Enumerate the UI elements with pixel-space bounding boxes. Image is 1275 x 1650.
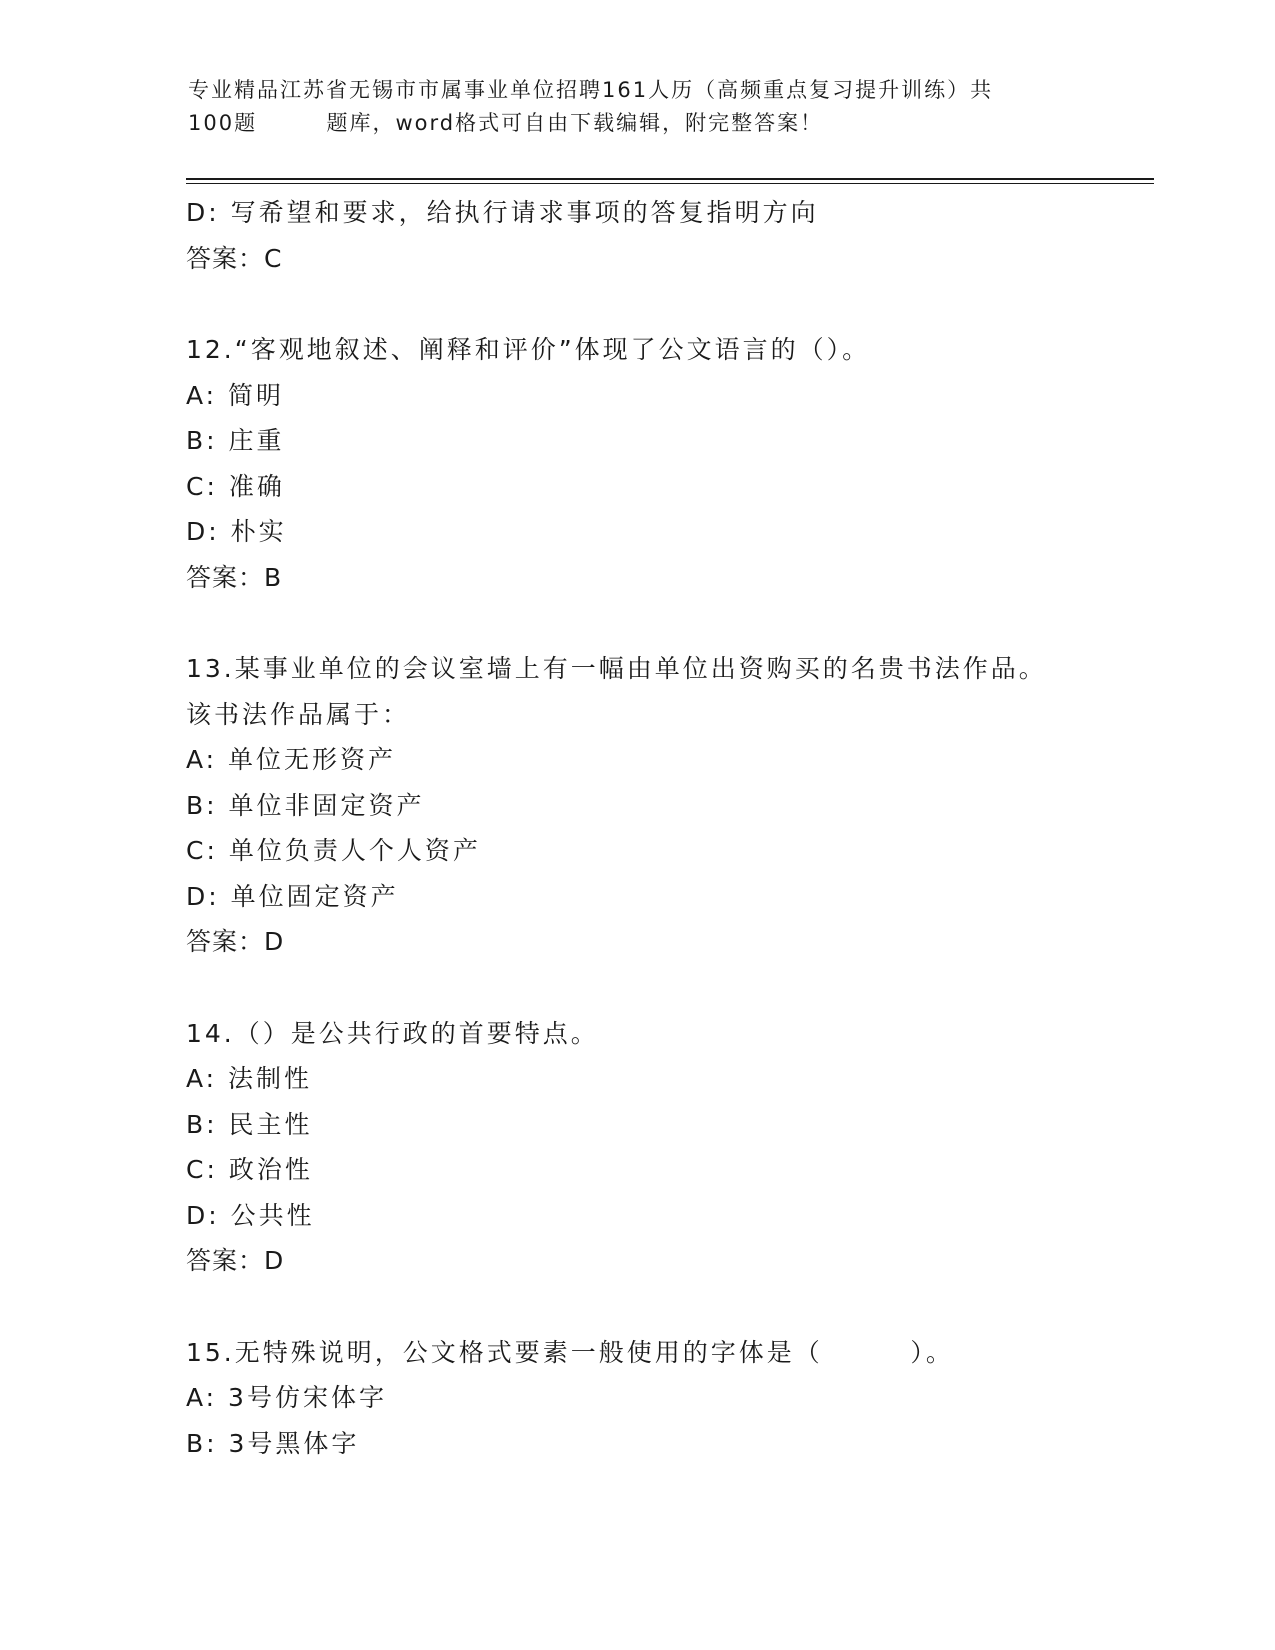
question-13 <box>186 646 1146 965</box>
option-c: C: 政治性 <box>186 1155 313 1184</box>
question-15 <box>186 1330 1146 1467</box>
option-a: A: 3号仿宋体字 <box>186 1383 387 1412</box>
question-title: 12.“客观地叙述、阐释和评价”体现了公文语言的（）。 <box>186 335 871 364</box>
question-title-continued: 该书法作品属于： <box>186 699 411 729</box>
option-c: C: 单位负责人个人资产 <box>186 836 481 865</box>
option-d: D: 单位固定资产 <box>186 881 399 911</box>
option-d: D: 公共性 <box>186 1200 315 1230</box>
spacer <box>186 281 1146 327</box>
question-list <box>186 190 1146 1466</box>
option-b: B: 3号黑体字 <box>186 1428 360 1458</box>
question-title: 15.无特殊说明，公文格式要素一般使用的字体是（ ）。 <box>186 1337 954 1367</box>
question-14 <box>186 1011 1146 1284</box>
header-divider-thick <box>186 178 1154 180</box>
option-c: C: 准确 <box>186 471 285 501</box>
option-a: A: 法制性 <box>186 1064 313 1093</box>
spacer <box>186 1284 1146 1330</box>
answer: 答案：B <box>186 562 283 592</box>
answer: 答案：D <box>186 927 285 956</box>
option-b: B: 庄重 <box>186 426 285 455</box>
question-12 <box>186 327 1146 600</box>
header-divider-thin <box>186 183 1154 184</box>
option-a: A: 单位无形资产 <box>186 745 397 774</box>
document-header <box>188 74 1088 140</box>
option-d: D: 朴实 <box>186 517 287 546</box>
answer: 答案：D <box>186 1246 285 1275</box>
header-title-line1: 专业精品江苏省无锡市市属事业单位招聘161人历（高频重点复习提升训练）共 <box>188 78 994 102</box>
option-b: B: 单位非固定资产 <box>186 790 425 820</box>
spacer <box>186 600 1146 646</box>
answer: 答案：C <box>186 243 283 273</box>
option-d: D: 写希望和要求，给执行请求事项的答复指明方向 <box>186 198 819 227</box>
option-b: B: 民主性 <box>186 1109 313 1139</box>
question-title: 14.（）是公共行政的首要特点。 <box>186 1018 599 1048</box>
question-title: 13.某事业单位的会议室墙上有一幅由单位出资购买的名贵书法作品。 <box>186 654 1047 683</box>
header-title-line2: 100题 题库，word格式可自由下载编辑，附完整答案！ <box>188 111 824 135</box>
spacer <box>186 965 1146 1011</box>
option-a: A: 简明 <box>186 380 285 410</box>
